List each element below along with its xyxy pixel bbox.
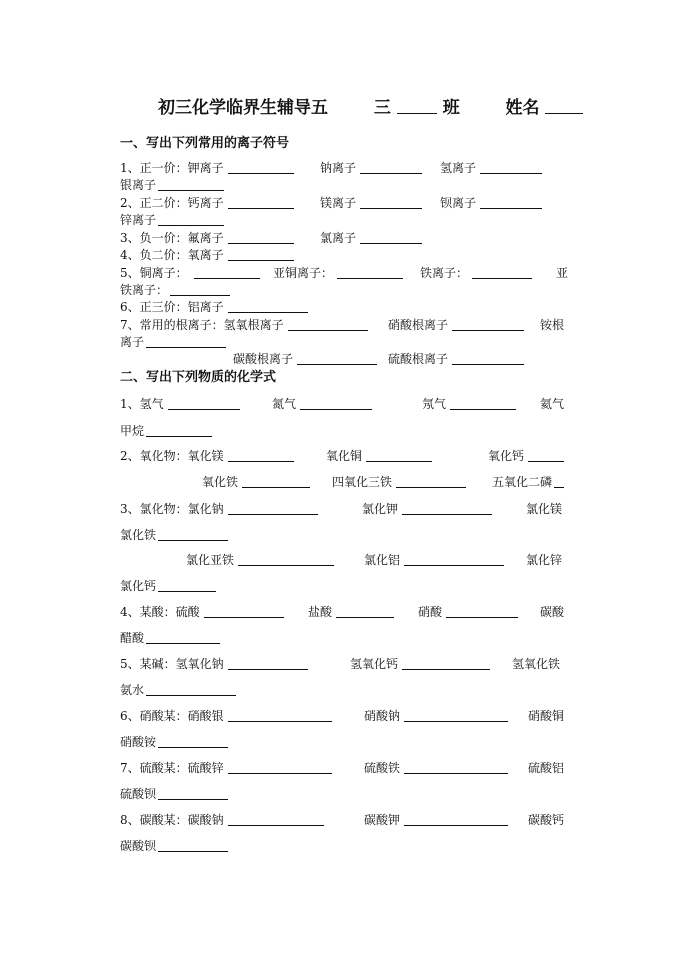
label: 硝酸 [418,605,443,619]
formula-line-4 [120,604,568,620]
answer-blank[interactable] [452,352,524,365]
label: 氮气 [272,397,297,411]
answer-blank[interactable] [300,397,372,410]
answer-blank[interactable] [158,528,228,541]
answer-blank[interactable] [402,502,492,515]
answer-blank[interactable] [228,248,294,261]
formula-line-5b [120,682,568,698]
answer-blank[interactable] [337,266,403,279]
label: 氨水 [120,683,145,697]
answer-blank[interactable] [168,397,240,410]
formula-line-6b [120,734,568,750]
ion-line-3 [120,230,568,246]
title-text: 初三化学临界生辅导五 [158,98,328,118]
label: 锌离子 [120,213,157,227]
answer-blank[interactable] [360,161,422,174]
answer-blank[interactable] [158,839,228,852]
formula-line-2b [120,474,568,490]
ion-line-5b [120,282,568,298]
answer-blank[interactable] [404,709,508,722]
name-blank[interactable] [545,98,583,114]
label: 5、铜离子： [120,266,188,280]
answer-blank[interactable] [446,605,518,618]
label: 铵根 [540,318,565,332]
label: 4、负二价：氧离子 [120,248,224,262]
answer-blank[interactable] [146,631,220,644]
answer-blank[interactable] [472,266,532,279]
answer-blank[interactable] [158,178,224,191]
answer-blank[interactable] [146,335,226,348]
answer-blank[interactable] [228,502,318,515]
answer-blank[interactable] [228,449,294,462]
label: 氯化铝 [364,553,401,567]
label: 氢离子 [440,161,477,175]
formula-line-8 [120,812,568,828]
label: 四氧化三铁 [332,475,393,489]
answer-blank[interactable] [288,318,368,331]
answer-blank[interactable] [228,813,324,826]
label: 镁离子 [320,196,357,210]
label: 5、某碱：氢氧化钠 [120,657,224,671]
section1-heading: 一、写出下列常用的离子符号 [120,136,290,151]
label: 3、负一价：氟离子 [120,231,224,245]
label: 4、某酸：硫酸 [120,605,200,619]
label: 氧化铁 [202,475,239,489]
label: 硝酸根离子 [388,318,449,332]
label: 亚铜离子： [273,266,334,280]
answer-blank[interactable] [228,231,294,244]
label: 6、硝酸某：硝酸银 [120,709,224,723]
ion-line-1b [120,177,568,193]
answer-blank[interactable] [360,231,422,244]
formula-line-5 [120,656,568,672]
label: 氢氧化铁 [512,657,561,671]
formula-line-8b [120,838,568,854]
label: 8、碳酸某：碳酸钠 [120,813,224,827]
answer-blank[interactable] [228,761,332,774]
label: 6、正三价：铝离子 [120,300,224,314]
answer-blank[interactable] [146,683,236,696]
label: 氯化亚铁 [186,553,235,567]
label: 钠离子 [320,161,357,175]
label: 碳酸钾 [364,813,401,827]
label: 硫酸铝 [528,761,565,775]
label: 1、氢气 [120,397,164,411]
label: 1、正一价：钾离子 [120,161,224,175]
grade-text: 三 [373,98,391,118]
answer-blank[interactable] [228,300,308,313]
label: 硫酸铁 [364,761,401,775]
label: 7、硫酸某：硫酸锌 [120,761,224,775]
answer-blank[interactable] [204,605,284,618]
formula-line-7b [120,786,568,802]
ion-line-7 [120,317,568,333]
answer-blank[interactable] [366,449,432,462]
label: 亚 [556,266,569,280]
formula-line-3d [120,578,568,594]
formula-line-3b [120,527,568,543]
ion-line-2 [120,195,568,211]
answer-blank[interactable] [480,196,542,209]
label: 2、氧化物：氧化镁 [120,449,224,463]
ion-line-7b [120,334,568,350]
formula-line-3c [120,552,568,568]
class-label: 班 [442,98,460,118]
label: 硝酸铵 [120,735,157,749]
answer-blank[interactable] [158,787,228,800]
label: 氧化铜 [326,449,363,463]
label: 硫酸根离子 [388,352,449,366]
answer-blank[interactable] [402,657,490,670]
name-label: 姓名 [505,98,540,118]
formula-line-4b [120,630,568,646]
label: 氯化锌 [526,553,563,567]
label: 银离子 [120,178,157,192]
answer-blank[interactable] [228,709,332,722]
label: 氧化钙 [488,449,525,463]
answer-blank[interactable] [194,266,260,279]
ion-line-1 [120,160,568,176]
ion-line-7c [120,351,568,367]
label: 离子 [120,335,145,349]
label: 硝酸铜 [528,709,565,723]
label: 碳酸钙 [528,813,565,827]
answer-blank[interactable] [146,424,212,437]
label: 铁离子： [120,283,169,297]
label: 氢氧化钙 [350,657,399,671]
label: 氯化钙 [120,579,157,593]
answer-blank[interactable] [158,579,216,592]
label: 氖气 [422,397,447,411]
label: 3、氯化物：氯化钠 [120,502,224,516]
answer-blank[interactable] [170,283,230,296]
answer-blank[interactable] [336,605,394,618]
label: 7、常用的根离子：氢氧根离子 [120,318,284,332]
label: 碳酸根离子 [233,352,294,366]
label: 氯化镁 [526,502,563,516]
label: 氦气 [540,397,565,411]
label: 碳酸钡 [120,839,157,853]
answer-blank[interactable] [404,553,504,566]
label: 钡离子 [440,196,477,210]
answer-blank[interactable] [228,196,294,209]
ion-line-4 [120,247,568,263]
answer-blank[interactable] [238,553,334,566]
answer-blank[interactable] [450,397,516,410]
answer-blank[interactable] [452,318,524,331]
answer-blank[interactable] [228,161,294,174]
label: 氯化钾 [362,502,399,516]
answer-blank[interactable] [158,213,224,226]
answer-blank[interactable] [228,657,308,670]
answer-blank[interactable] [158,735,228,748]
formula-line-2 [120,448,568,464]
label: 硫酸钡 [120,787,157,801]
label: 五氧化二磷 [492,475,553,489]
formula-line-7 [120,760,568,776]
answer-blank[interactable] [554,475,564,488]
worksheet-title [158,96,583,120]
label: 铁离子： [420,266,469,280]
formula-line-6 [120,708,568,724]
label: 硝酸钠 [364,709,401,723]
ion-line-6 [120,299,568,315]
label: 氯离子 [320,231,357,245]
label: 碳酸 [540,605,565,619]
formula-line-1b [120,423,568,439]
answer-blank[interactable] [297,352,377,365]
answer-blank[interactable] [528,449,564,462]
answer-blank[interactable] [396,475,466,488]
ion-line-2b [120,212,568,228]
label: 2、正二价：钙离子 [120,196,224,210]
class-blank[interactable] [397,98,437,114]
answer-blank[interactable] [360,196,422,209]
ion-line-5 [120,265,568,281]
answer-blank[interactable] [404,761,508,774]
label: 醋酸 [120,631,145,645]
answer-blank[interactable] [242,475,310,488]
label: 氯化铁 [120,528,157,542]
formula-line-1 [120,396,568,412]
section2-heading: 二、写出下列物质的化学式 [120,370,277,385]
answer-blank[interactable] [404,813,508,826]
label: 盐酸 [308,605,333,619]
answer-blank[interactable] [480,161,542,174]
formula-line-3 [120,501,568,517]
label: 甲烷 [120,424,145,438]
